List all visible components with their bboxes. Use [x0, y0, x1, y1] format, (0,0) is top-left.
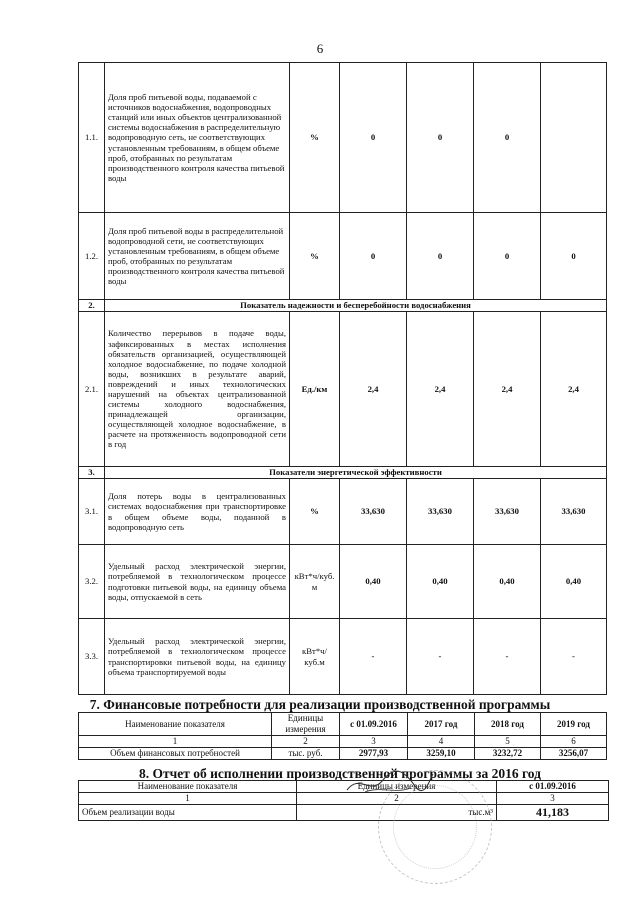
table-header-row: [79, 713, 607, 736]
value-2016: 41,183: [497, 805, 609, 821]
indicator-unit: кВт*ч/куб. м: [290, 545, 340, 619]
value-2018: 0: [474, 213, 541, 300]
indicators-table: [78, 62, 607, 695]
section-7-title: 7. Финансовые потребности для реализации производственной программы: [89, 697, 551, 712]
value-2019: -: [541, 619, 607, 695]
indicator-description: Доля проб питьевой воды в распределительной водопроводной сети, не соответствующих установленным требованиям, в общем объеме проб, отобранных по результатам производственного контроля качества питьевой воды: [105, 213, 290, 300]
column-number: 1: [79, 793, 297, 805]
column-header: Наименование показателя: [79, 713, 272, 736]
value-2019: 0,40: [541, 545, 607, 619]
value-2019: 33,630: [541, 479, 607, 545]
value-2017: 0,40: [407, 545, 474, 619]
row-number: 3.1.: [79, 479, 105, 545]
value-2016: 0,40: [340, 545, 407, 619]
table-header-row: [79, 781, 609, 793]
column-header: 2017 год: [408, 713, 475, 736]
value-2016: 2977,93: [340, 748, 408, 760]
indicator-description: Доля проб питьевой воды, подаваемой с источников водоснабжения, водопроводных станций или иных объектов централизованной системы водоснабжения в распределительную водопроводную сеть, не соответствующих установленным требованиям, в общем объеме проб, отобранных по результатам производственного контроля качества питьевой воды: [105, 63, 290, 213]
indicator-unit: %: [290, 63, 340, 213]
value-2019: 0: [541, 213, 607, 300]
value-2018: 0,40: [474, 545, 541, 619]
value-2017: 2,4: [407, 312, 474, 467]
column-number-row: [79, 793, 609, 805]
value-2019: 3256,07: [541, 748, 607, 760]
column-number: 2: [297, 793, 497, 805]
column-header: с 01.09.2016: [497, 781, 609, 793]
indicator-unit: кВт*ч/куб.м: [290, 619, 340, 695]
indicator-unit: тыс. руб.: [272, 748, 340, 760]
table-row-3-2: [79, 545, 607, 619]
indicator-name: Объем реализации воды: [79, 805, 297, 821]
value-2016: 33,630: [340, 479, 407, 545]
program-report-table: [78, 780, 609, 821]
column-number: 2: [272, 736, 340, 748]
value-2019: [541, 63, 607, 213]
column-number: 1: [79, 736, 272, 748]
indicator-description: Доля потерь воды в централизованных системах водоснабжения при транспортировке в общем объеме воды, поданной в водопроводную сеть: [105, 479, 290, 545]
financial-needs-table: [78, 712, 607, 760]
indicator-description: Удельный расход электрической энергии, потребляемой в технологическом процессе подготовки питьевой воды, на единицу объема воды, отпускаемой в сеть: [105, 545, 290, 619]
value-2018: -: [474, 619, 541, 695]
column-header: с 01.09.2016: [340, 713, 408, 736]
value-2017: 0: [407, 213, 474, 300]
section-title: Показатели энергетической эффективности: [105, 467, 607, 479]
indicator-unit: Ед./км: [290, 312, 340, 467]
row-number: 1.2.: [79, 213, 105, 300]
section-title: Показатель надежности и бесперебойности водоснабжения: [105, 300, 607, 312]
value-2019: 2,4: [541, 312, 607, 467]
table-row-1-2: [79, 213, 607, 300]
value-2017: 33,630: [407, 479, 474, 545]
value-2017: -: [407, 619, 474, 695]
column-number: 3: [340, 736, 408, 748]
indicator-unit: %: [290, 213, 340, 300]
table-row-3-3: [79, 619, 607, 695]
section-8-title: 8. Отчет об исполнении производственной программы за 2016 год: [139, 766, 541, 781]
indicator-description: Удельный расход электрической энергии, потребляемой в технологическом процессе транспортировки питьевой воды, на единицу объема транспортируемой воды: [105, 619, 290, 695]
column-number: 3: [497, 793, 609, 805]
value-2018: 33,630: [474, 479, 541, 545]
row-number: 2.1.: [79, 312, 105, 467]
indicator-unit: тыс.м³: [297, 805, 497, 821]
indicator-name: Объем финансовых потребностей: [79, 748, 272, 760]
table-row-1-1: [79, 63, 607, 213]
value-2018: 0: [474, 63, 541, 213]
value-2016: 0: [340, 63, 407, 213]
value-2018: 2,4: [474, 312, 541, 467]
page-number: 6: [316, 41, 324, 56]
row-number: 3.2.: [79, 545, 105, 619]
section-number: 3.: [79, 467, 105, 479]
section-number: 2.: [79, 300, 105, 312]
signature: [345, 768, 435, 798]
value-2017: 3259,10: [408, 748, 475, 760]
indicator-description: Количество перерывов в подаче воды, зафиксированных в местах исполнения обязательств организацией, осуществляющей холодное водоснабжение, по подаче холодной воды, возникших в результате аварий, повреждений и иных технологических нарушений на объектах централизованной системы холодного водоснабжения, принадлежащей организации, осуществляющей холодное водоснабжение, в расчете на протяженность водопроводной сети в год: [105, 312, 290, 467]
section-row-2: [79, 300, 607, 312]
section-row-3: [79, 467, 607, 479]
column-number-row: [79, 736, 607, 748]
table-row-2-1: [79, 312, 607, 467]
value-2016: 2,4: [340, 312, 407, 467]
row-number: 1.1.: [79, 63, 105, 213]
value-2016: -: [340, 619, 407, 695]
table-row: [79, 748, 607, 760]
column-number: 5: [475, 736, 541, 748]
table-row: [79, 805, 609, 821]
value-2016: 0: [340, 213, 407, 300]
row-number: 3.3.: [79, 619, 105, 695]
column-header: Единицы измерения: [272, 713, 340, 736]
column-number: 4: [408, 736, 475, 748]
indicator-unit: %: [290, 479, 340, 545]
column-number: 6: [541, 736, 607, 748]
column-header: 2019 год: [541, 713, 607, 736]
value-2017: 0: [407, 63, 474, 213]
column-header: Наименование показателя: [79, 781, 297, 793]
column-header: Единицы измерения: [297, 781, 497, 793]
table-row-3-1: [79, 479, 607, 545]
value-2018: 3232,72: [475, 748, 541, 760]
column-header: 2018 год: [475, 713, 541, 736]
